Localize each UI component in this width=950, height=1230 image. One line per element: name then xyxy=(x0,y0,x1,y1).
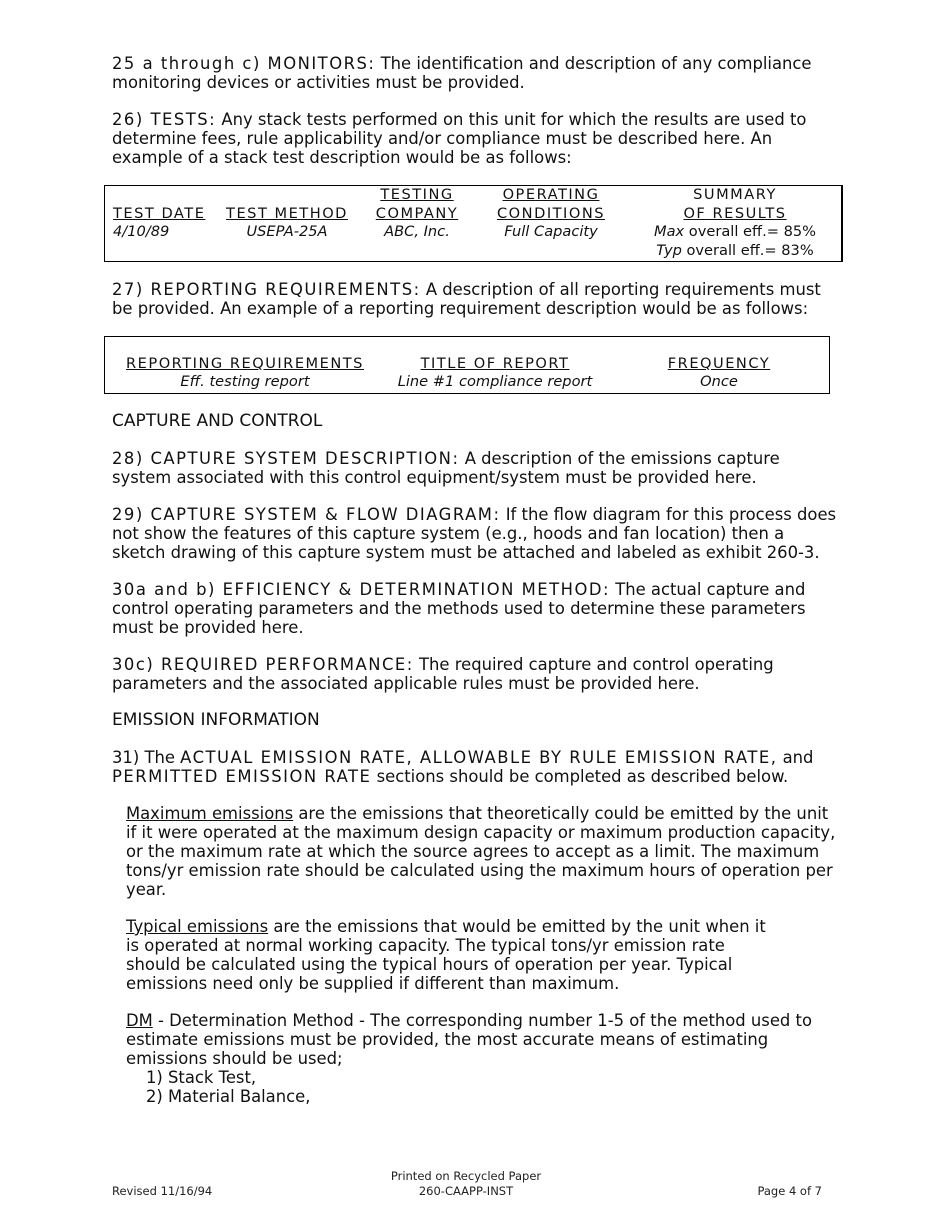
cell-summary-results: Max overall eff.= 85% Typ overall eff.= 83% xyxy=(653,223,817,259)
section-27-label: 27) REPORTING REQUIREMENTS: xyxy=(112,280,421,299)
list-item: 1) Stack Test, xyxy=(146,1068,257,1087)
cell-frequency: Once xyxy=(700,373,738,390)
header-test-date: TEST DATE xyxy=(113,205,206,222)
section-31-labels: ACTUAL EMISSION RATE, ALLOWABLE BY RULE EMISSION RATE, xyxy=(180,748,778,767)
footer-revised: Revised 11/16/94 xyxy=(112,1184,213,1198)
section-30ab-text: The actual capture and control operating parameters and the methods used to determine these parameters must be provided here. xyxy=(112,580,806,637)
section-30c xyxy=(112,655,840,693)
header-frequency: FREQUENCY xyxy=(667,355,771,372)
section-30c-label: 30c) REQUIRED PERFORMANCE: xyxy=(112,655,414,674)
cell-test-method: USEPA-25A xyxy=(246,223,328,240)
dm-definition: DM - Determination Method - The corresponding number 1-5 of the method used to estimate emissions must be provided, the most accurate means of estimating emissions should be used; xyxy=(126,1011,812,1068)
section-26-label: 26) TESTS: xyxy=(112,110,217,129)
footer-page-number: Page 4 of 7 xyxy=(757,1184,822,1198)
footer-recycled: Printed on Recycled Paper xyxy=(390,1169,542,1183)
footer-form-number: 260-CAAPP-INST xyxy=(418,1184,514,1198)
cell-testing-company: ABC, Inc. xyxy=(384,223,450,240)
document-body xyxy=(112,54,840,1106)
section-26 xyxy=(112,110,840,167)
header-test-method: TEST METHOD xyxy=(226,205,348,222)
section-25-text: The identification and description of any compliance monitoring devices or activities must be provided. xyxy=(112,54,812,92)
cell-operating-conditions: Full Capacity xyxy=(504,223,598,240)
section-30c-text: The required capture and control operating parameters and the associated applicable rules must be provided here. xyxy=(112,655,774,693)
typical-emissions-definition: Typical emissions are the emissions that would be emitted by the unit when it is operated at normal working capacity. The typical tons/yr emission rate should be calculated using the typical hours of operation per year. Typical emissions need only be supplied if different than maximum. xyxy=(126,917,766,993)
section-25 xyxy=(112,54,840,92)
section-26-text: Any stack tests performed on this unit for which the results are used to determine fees, rule applicability and/or compliance must be described here. An example of a stack test description would be as follows: xyxy=(112,110,807,167)
cell-title-of-report: Line #1 compliance report xyxy=(397,373,593,390)
section-30ab-label: 30a and b) EFFICIENCY & DETERMINATION METHOD: xyxy=(112,580,610,599)
section-31-label2: PERMITTED EMISSION RATE xyxy=(112,767,372,786)
list-item: 2) Material Balance, xyxy=(146,1087,311,1106)
emission-information-heading: EMISSION INFORMATION xyxy=(112,710,320,730)
footer-center xyxy=(366,1169,566,1199)
section-28-label: 28) CAPTURE SYSTEM DESCRIPTION: xyxy=(112,449,460,468)
header-operating-conditions: OPERATING CONDITIONS xyxy=(496,186,606,222)
determination-method-list xyxy=(146,1068,840,1106)
header-reporting-requirements: REPORTING REQUIREMENTS xyxy=(126,355,364,372)
section-27-text: A description of all reporting requirements must be provided. An example of a reporting requirement description would be as follows: xyxy=(112,280,821,318)
header-title-of-report: TITLE OF REPORT xyxy=(420,355,570,372)
reporting-requirements-table xyxy=(104,336,830,394)
header-testing-company: TESTING COMPANY xyxy=(375,186,459,222)
header-summary-of-results: SUMMARY OF RESULTS xyxy=(683,186,787,222)
maximum-emissions-term: Maximum emissions xyxy=(126,804,294,823)
maximum-emissions-definition: Maximum emissions are the emissions that theoretically could be emitted by the unit if it were operated at the maximum design capacity or maximum production capacity, or the maximum rate at which the source agrees to accept as a limit. The maximum tons/yr emission rate should be calculated using the maximum hours of operation per year. xyxy=(126,804,836,899)
section-29 xyxy=(112,505,840,562)
cell-test-date: 4/10/89 xyxy=(113,223,170,240)
section-29-text: If the flow diagram for this process does not show the features of this capture system (e.g., hoods and fan location) then a sketch drawing of this capture system must be attached and labeled as exhibit 260-3. xyxy=(112,505,837,562)
capture-and-control-heading: CAPTURE AND CONTROL xyxy=(112,411,323,431)
dm-term: DM xyxy=(126,1011,153,1030)
section-28-text: A description of the emissions capture system associated with this control equipment/system must be provided here. xyxy=(112,449,780,487)
section-27 xyxy=(112,280,840,318)
cell-reporting-requirement: Eff. testing report xyxy=(180,373,310,390)
section-25-label: 25 a through c) MONITORS: xyxy=(112,54,376,73)
section-29-label: 29) CAPTURE SYSTEM & FLOW DIAGRAM: xyxy=(112,505,501,524)
section-31: 31) The ACTUAL EMISSION RATE, ALLOWABLE BY RULE EMISSION RATE, and PERMITTED EMISSION RATE sections should be completed as described below. xyxy=(112,748,814,786)
section-30ab xyxy=(112,580,840,637)
section-28 xyxy=(112,449,840,487)
typical-emissions-term: Typical emissions xyxy=(126,917,269,936)
stack-test-table xyxy=(104,185,843,262)
